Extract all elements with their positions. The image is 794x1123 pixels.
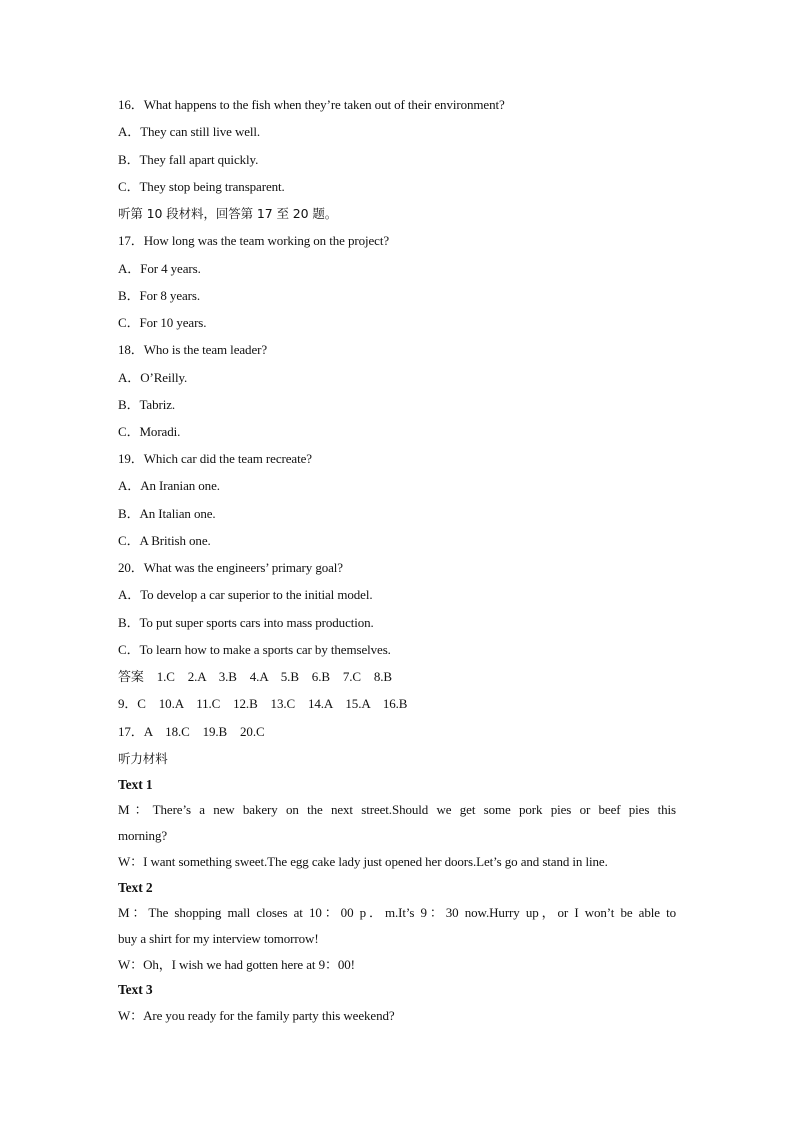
text-2-heading: Text 2: [118, 880, 153, 895]
answer-key-line-2: 9．C 10.A 11.C 12.B 13.C 14.A 15.A 16.B: [118, 696, 408, 711]
text-2-man-line-2: buy a shirt for my interview tomorrow!: [118, 931, 319, 946]
text-1-man-line-1: M：There’s a new bakery on the next street.Should we get some pork pies or beef pies this: [118, 802, 676, 817]
question-16-option-a: A．They can still live well.: [118, 124, 261, 139]
question-17: 17．How long was the team working on the project?: [118, 233, 390, 248]
question-20: 20．What was the engineers’ primary goal?: [118, 560, 343, 575]
text-3-heading: Text 3: [118, 982, 153, 997]
text-1-man-line-2: morning?: [118, 828, 168, 843]
question-18-option-b: B．Tabriz.: [118, 397, 176, 412]
text-2-man-line-1: M：The shopping mall closes at 10：00 p．m.It’s 9：30 now.Hurry up，or I won’t be able to: [118, 905, 676, 920]
question-16-option-b: B．They fall apart quickly.: [118, 152, 259, 167]
question-20-option-b: B．To put super sports cars into mass production.: [118, 615, 374, 630]
text-3-woman-line: W：Are you ready for the family party this weekend?: [118, 1008, 395, 1023]
question-20-option-c: C．To learn how to make a sports car by themselves.: [118, 642, 391, 657]
question-19-option-a: A．An Iranian one.: [118, 478, 220, 493]
question-19-option-b: B．An Italian one.: [118, 506, 216, 521]
listening-material-heading: 听力材料: [118, 751, 168, 766]
question-18-option-c: C．Moradi.: [118, 424, 181, 439]
question-18: 18．Who is the team leader?: [118, 342, 268, 357]
question-17-option-b: B．For 8 years.: [118, 288, 201, 303]
text-1-heading: Text 1: [118, 777, 153, 792]
answer-key-line-3: 17．A 18.C 19.B 20.C: [118, 724, 265, 739]
question-16: 16．What happens to the fish when they’re taken out of their environment?: [118, 97, 505, 112]
answer-key-line-1: 答案 1.C 2.A 3.B 4.A 5.B 6.B 7.C 8.B: [118, 669, 392, 684]
question-17-option-c: C．For 10 years.: [118, 315, 207, 330]
question-19: 19．Which car did the team recreate?: [118, 451, 312, 466]
section-instruction-10: 听第 10 段材料，回答第 17 至 20 题。: [118, 206, 338, 221]
question-20-option-a: A．To develop a car superior to the initial model.: [118, 587, 373, 602]
question-18-option-a: A．O’Reilly.: [118, 370, 188, 385]
text-1-woman-line: W：I want something sweet.The egg cake lady just opened her doors.Let’s go and stand in line.: [118, 854, 608, 869]
question-19-option-c: C．A British one.: [118, 533, 211, 548]
question-17-option-a: A．For 4 years.: [118, 261, 201, 276]
question-16-option-c: C．They stop being transparent.: [118, 179, 285, 194]
text-2-woman-line: W：Oh，I wish we had gotten here at 9：00!: [118, 957, 355, 972]
